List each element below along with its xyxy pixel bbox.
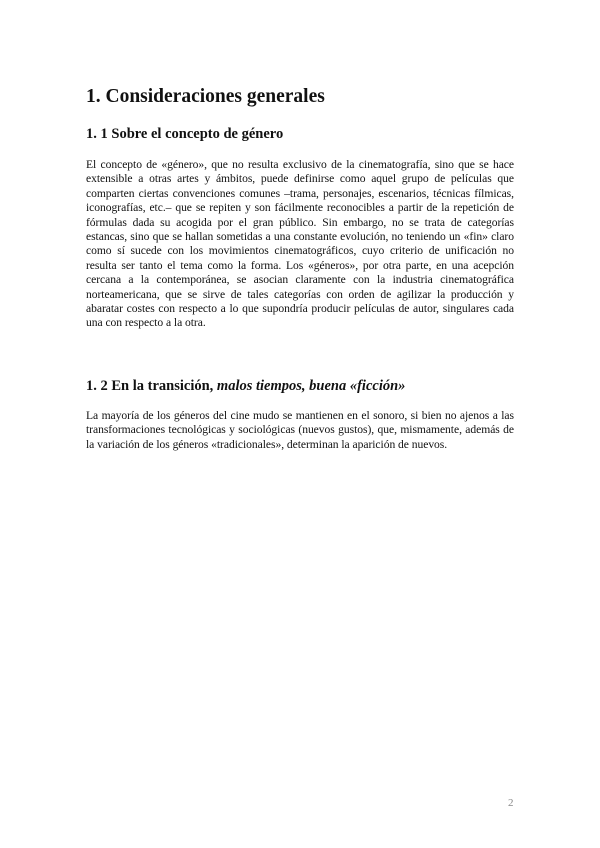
section-heading-1-1: 1. 1 Sobre el concepto de género	[86, 126, 284, 142]
section-heading-1-2-italic: malos tiempos, buena «ficción»	[216, 378, 406, 394]
chapter-heading: 1. Consideraciones generales	[86, 86, 325, 107]
section-heading-1-2	[86, 378, 405, 395]
page-number: 2	[508, 797, 514, 809]
section-paragraph-1-2: La mayoría de los géneros del cine mudo se mantienen en el sonoro, si bien no ajenos a las transformaciones tecnológicas y sociológicas (nuevos gustos), que, mismamente, además de la variación de los géneros «tradicionales», determinan la aparición de nuevos.	[86, 409, 514, 451]
section-paragraph-1-1: El concepto de «género», que no resulta exclusivo de la cinematografía, sino que se hace extensible a otras artes y ámbitos, puede definirse como aquel grupo de películas que comparten ciertas convenciones comunes –trama, personajes, escenarios, técnicas fílmicas, iconografías, etc.– que se repiten y son fácilmente reconocibles a partir de la repetición de fórmulas dada su acogida por el gran público. Sin embargo, no se trata de categorías estancas, sino que se hallan sometidas a una constante evolución, no teniendo un «fin» claro como sí sucede con los movimientos cinematográficos, cuyo criterio de unificación no resulta ser tanto el tema como la forma. Los «géneros», por otra parte, en una acepción cercana a la contemporánea, se asocian claramente con la industria cinematográfica norteamericana, que se sirve de tales categorías con orden de agilizar la producción y abaratar costes con respecto a lo que supondría producir películas de autor, singulares cada una con respecto a la otra.	[86, 158, 514, 330]
section-heading-1-2-prefix: 1. 2 En la transición,	[86, 378, 217, 394]
